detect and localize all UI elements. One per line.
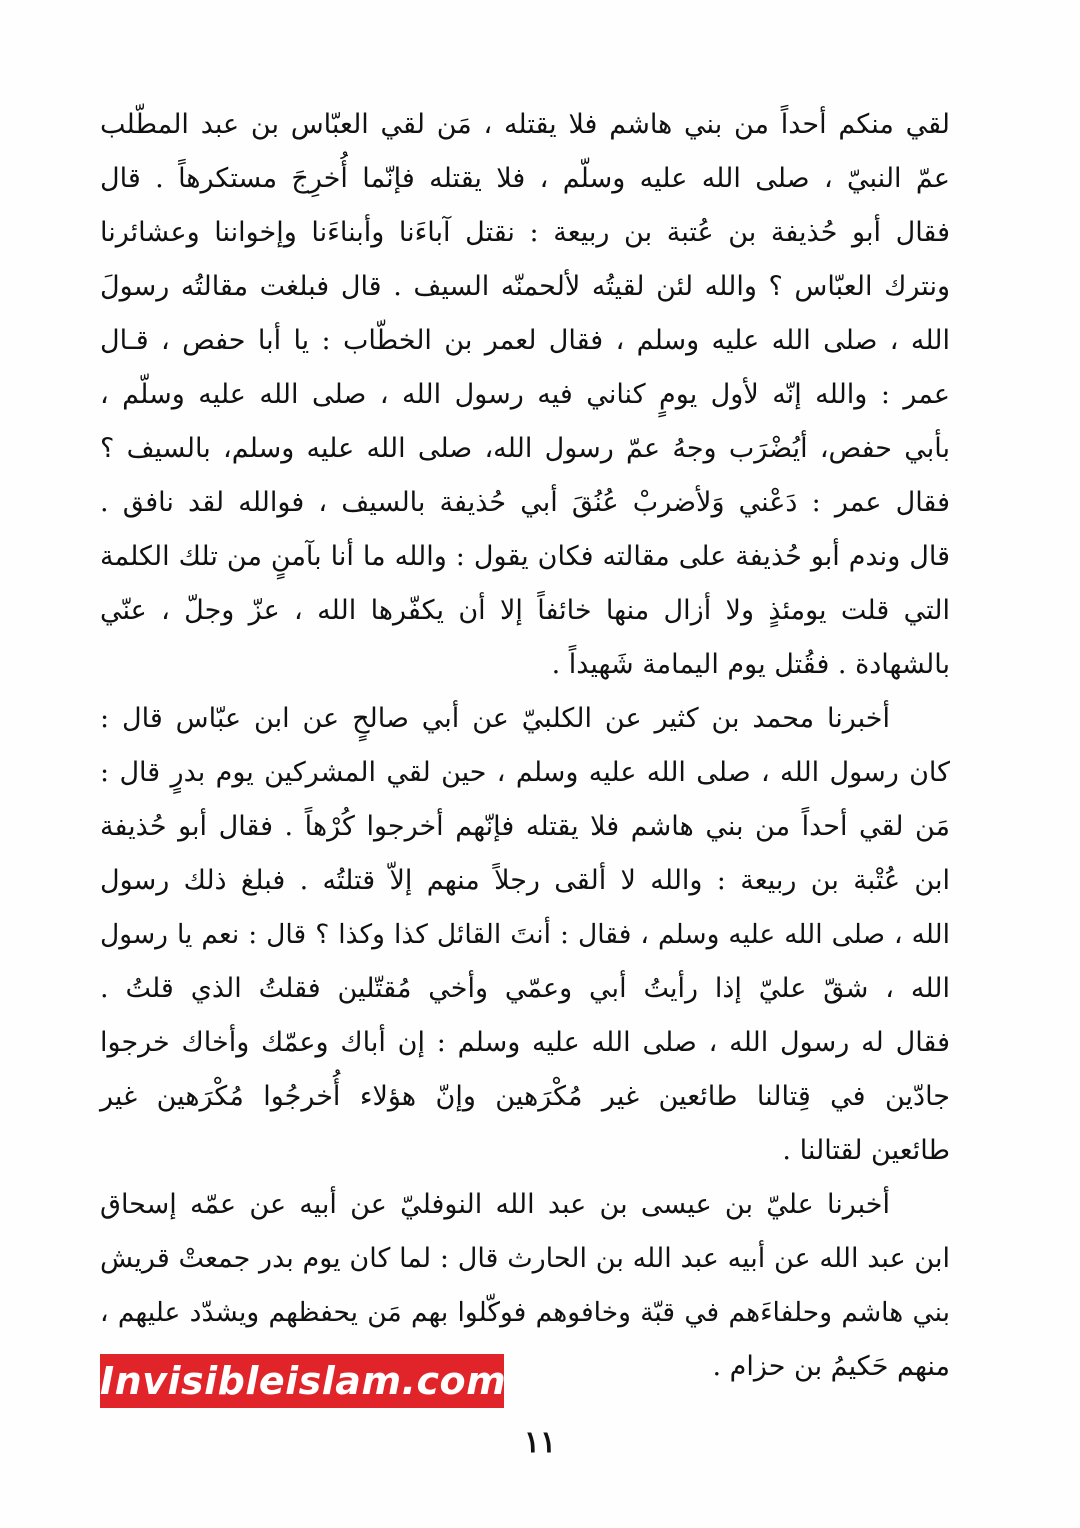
text-line: منهم حَكيمُ بن حزام . <box>712 1351 950 1382</box>
text-line: ابن عبد الله عن أبيه عبد الله بن الحارث قال : لما كان يوم بدر جمعتْ قريش <box>100 1243 950 1274</box>
text-line: فقال عمر : دَعْني وَلأضربْ عُنُقَ أبي حُذيفة بالسيف ، فوالله لقد نافق . <box>100 487 950 518</box>
paragraph-1 <box>100 98 950 692</box>
text-line: عمّ النبيّ ، صلى الله عليه وسلّم ، فلا يقتله فإنّما أُخرِجَ مستكرهاً . قال <box>100 163 950 194</box>
paragraph-2 <box>100 692 950 1178</box>
text-line: فقال أبو حُذيفة بن عُتبة بن ربيعة : نقتل آباءَنا وأبناءَنا وإخواننا وعشائرنا <box>100 217 950 248</box>
text-line: فقال له رسول الله ، صلى الله عليه وسلم : إن أباك وعمّك وأخاك خرجوا <box>100 1027 950 1058</box>
text-line: الله ، صلى الله عليه وسلم ، فقال لعمر بن الخطّاب : يا أبا حفص ، قـال <box>100 325 950 356</box>
watermark-logo: Invisibleislam.com <box>100 1354 504 1408</box>
text-line: بأبي حفص، أيُضْرَب وجهُ عمّ رسول الله، صلى الله عليه وسلم، بالسيف ؟ <box>100 433 950 464</box>
text-line: قال وندم أبو حُذيفة على مقالته فكان يقول : والله ما أنا بآمنٍ من تلك الكلمة <box>100 541 950 572</box>
text-line: بالشهادة . فقُتل يوم اليمامة شَهيداً . <box>551 649 950 680</box>
text-line: أخبرنا عليّ بن عيسى بن عبد الله النوفليّ عن أبيه عن عمّه إسحاق <box>100 1189 890 1220</box>
text-line: ونترك العبّاس ؟ والله لئن لقيتُه لألحمنّه السيف . قال فبلغت مقالتُه رسولَ <box>100 271 950 302</box>
text-line: مَن لقي أحداً من بني هاشم فلا يقتله فإنّهم أخرجوا كُرْهاً . فقال أبو حُذيفة <box>100 811 950 842</box>
text-line: لقي منكم أحداً من بني هاشم فلا يقتله ، مَن لقي العبّاس بن عبد المطّلب <box>100 109 950 140</box>
text-line: الله ، صلى الله عليه وسلم ، فقال : أنتَ القائل كذا وكذا ؟ قال : نعم يا رسول <box>100 919 950 950</box>
text-line: الله ، شقّ عليّ إذا رأيتُ أبي وعمّي وأخي مُقتّلين فقلتُ الذي قلتُ . <box>100 973 950 1004</box>
text-line: عمر : والله إنّه لأول يومٍ كناني فيه رسول الله ، صلى الله عليه وسلّم ، <box>100 379 950 410</box>
text-line: التي قلت يومئذٍ ولا أزال منها خائفاً إلا أن يكفّرها الله ، عزّ وجلّ ، عنّي <box>100 595 950 626</box>
text-line: ابن عُتْبة بن ربيعة : والله لا ألقى رجلاً منهم إلاّ قتلتُه . فبلغ ذلك رسول <box>100 865 950 896</box>
text-line: جادّين في قِتالنا طائعين غير مُكْرَهين وإنّ هؤلاء أُخرجُوا مُكْرَهين غير <box>100 1081 950 1112</box>
text-line: بني هاشم وحلفاءَهم في قبّة وخافوهم فوكّلوا بهم مَن يحفظهم ويشدّد عليهم ، <box>100 1297 950 1328</box>
text-line: أخبرنا محمد بن كثير عن الكلبيّ عن أبي صالحٍ عن ابن عبّاس قال : <box>100 703 890 734</box>
page-number: ١١ <box>523 1425 557 1460</box>
text-line: طائعين لقتالنا . <box>782 1135 950 1166</box>
text-line: كان رسول الله ، صلى الله عليه وسلم ، حين لقي المشركين يوم بدرٍ قال : <box>100 757 950 788</box>
